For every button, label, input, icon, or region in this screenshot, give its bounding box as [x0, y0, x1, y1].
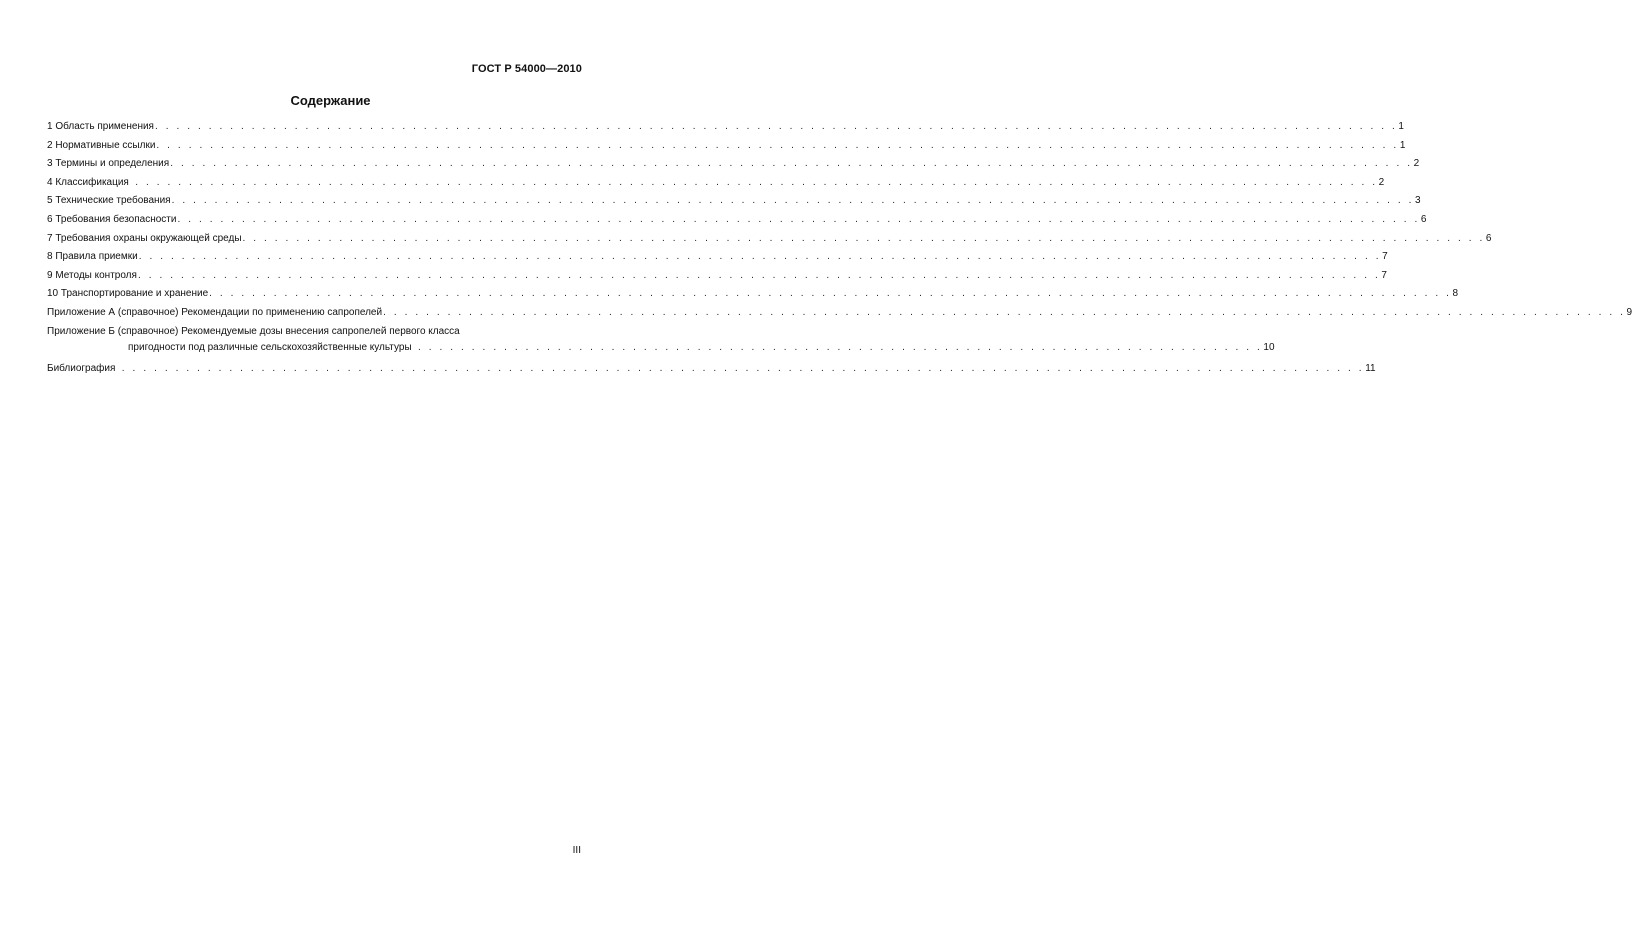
- toc-entry-page: 6: [1485, 232, 1492, 244]
- toc-entry-label: 2 Нормативные ссылки: [47, 139, 156, 151]
- toc-entry-safety[interactable]: [47, 213, 1427, 233]
- toc-entry-page: 11: [1365, 362, 1376, 374]
- toc-leader-dots: . . . . . . . . . . . . . . . . . . . . . . . . . . . . . . . . . . . . . . . . . . . . . . . . . . . . . . . . . . . . . . . . . . . . . . . . . . . . . . . . . . . . . . . . . . . . . . . . . . . . . . . . . . . . . . . . . . . .: [383, 306, 1626, 318]
- toc-entry-test-methods[interactable]: [47, 269, 1387, 289]
- toc-entry-page: 6: [1420, 213, 1427, 225]
- toc-title: Содержание: [290, 93, 371, 108]
- toc-entry-normative-references[interactable]: [47, 139, 1406, 159]
- toc-entry-label: Приложение Б (справочное) Рекомендуемые дозы внесения сапропелей первого класса: [47, 325, 460, 337]
- toc-entry-page: 2: [1378, 176, 1385, 188]
- toc-leader-dots: . . . . . . . . . . . . . . . . . . . . . . . . . . . . . . . . . . . . . . . . . . . . . . . . . . . . . . . . . . . . . . . . . . . . . . . . . . . . . . . . . . . . . . . . . . . . . . . . . . . . . . . . . . . . . . . . . . . .: [156, 139, 1399, 151]
- toc-entry-technical-requirements[interactable]: [47, 195, 1421, 214]
- toc-leader-dots: . . . . . . . . . . . . . . . . . . . . . . . . . . . . . . . . . . . . . . . . . . . . . . . . . . . . . . . . . . . . . . . . . . . . . . . . . . . . . . . . . . . . . . . . . . . . . . . . . . . . . . . . . . . . . . . . . . . .: [171, 195, 1414, 207]
- table-of-contents: [47, 121, 1632, 381]
- toc-entry-bibliography[interactable]: [47, 362, 1376, 382]
- toc-leader-dots: . . . . . . . . . . . . . . . . . . . . . . . . . . . . . . . . . . . . . . . . . . . . . . . . . . . . . . . . . . . . . . . . . . . . . . . . . . . . . . . . . . . . . . . . . . . . . . . . . . . . . . . . . . . . . . . . . . . .: [209, 288, 1452, 300]
- toc-entry-appendix-b-continued[interactable]: [47, 341, 1275, 363]
- toc-entry-page: 2: [1413, 158, 1420, 170]
- toc-leader-dots: . . . . . . . . . . . . . . . . . . . . . . . . . . . . . . . . . . . . . . . . . . . . . . . . . . . . . . . . . . . . . . . . . . . . . . . . . . . . . . . . . . . . . . . . . . . . . . . . . . . . . . . . . . . . . . . . . . . .: [138, 251, 1382, 263]
- toc-entry-page: 9: [1626, 306, 1632, 318]
- toc-leader-dots: . . . . . . . . . . . . . . . . . . . . . . . . . . . . . . . . . . . . . . . . . . . . . . . . . . . . . . . . . . . . . . . . . . . . . . . . . . . . . . . . . . . . . . . . . . . . . . . . . . . . . . . . . . . . . . . . . . . .: [170, 158, 1413, 170]
- toc-entry-page: 7: [1381, 269, 1387, 281]
- toc-entry-page: 7: [1382, 251, 1388, 263]
- toc-leader-dots: . . . . . . . . . . . . . . . . . . . . . . . . . . . . . . . . . . . . . . . . . . . . . . . . . . . . . . . . . . . . . . . . . . . . . . . . . . . . . . . . . . . . . . . . . . . . . . . . . . . . . . . . . . . . . . . . . . . .: [137, 269, 1381, 281]
- toc-entry-page: 10: [1263, 341, 1275, 353]
- toc-entry-label-continued: пригодности под различные сельскохозяйственные культуры: [128, 341, 412, 353]
- toc-entry-terms[interactable]: [47, 158, 1420, 177]
- toc-entry-classification[interactable]: [47, 176, 1385, 196]
- toc-entry-transport-storage[interactable]: [47, 288, 1459, 307]
- toc-leader-dots: . . . . . . . . . . . . . . . . . . . . . . . . . . . . . . . . . . . . . . . . . . . . . . . . . . . . . . . . . . . . . . . . . . . . . . . . . . . . . . . . . . . . . . . . . . . . . . . . . . . . . . . . . . . . . . . . . . . .: [242, 232, 1485, 244]
- toc-entry-label: Приложение А (справочное) Рекомендации по применению сапропелей: [47, 306, 383, 318]
- toc-leader-dots: . . . . . . . . . . . . . . . . . . . . . . . . . . . . . . . . . . . . . . . . . . . . . . . . . . . . . . . . . . . . . . . . . . . . . . . . . . . . . . . . . . . . . . . . . . . . . . . . . . . . . . . . . . . . . . . . . . . .: [154, 121, 1398, 132]
- toc-entry-environment[interactable]: [47, 232, 1492, 252]
- toc-leader-dots: . . . . . . . . . . . . . . . . . . . . . . . . . . . . . . . . . . . . . . . . . . . . . . . . . . . . . . . . . . . . . . . . . . . . . . . . . . . . . . . . . . . . . . . . . . . . . . . . . . . . . . . . . . . . . . . . . . . .: [177, 213, 1420, 225]
- toc-entry-page: 8: [1452, 288, 1459, 300]
- toc-entry-label: 1 Область применения: [47, 121, 154, 132]
- toc-entry-label: 5 Технические требования: [47, 195, 171, 207]
- toc-entry-label: 3 Термины и определения: [47, 158, 170, 170]
- toc-entry-label: 9 Методы контроля: [47, 269, 137, 281]
- toc-leader-dots: . . . . . . . . . . . . . . . . . . . . . . . . . . . . . . . . . . . . . . . . . . . . . . . . . . . . . . . . . . . . . . . . . . . . . . . . . . . . . . . . . . . . . . . . . . . . . . . . . . . . . . . . . . . . . . . . . . . .: [129, 176, 1378, 188]
- toc-leader-dots: . . . . . . . . . . . . . . . . . . . . . . . . . . . . . . . . . . . . . . . . . . . . . . . . . . . . . . . . . . . . . . . . . . . . . . . . . . . . . . .: [412, 341, 1263, 353]
- toc-entry-label: 10 Транспортирование и хранение: [47, 288, 209, 300]
- toc-entry-label: 7 Требования охраны окружающей среды: [47, 232, 242, 244]
- toc-entry-label: 6 Требования безопасности: [47, 213, 177, 225]
- toc-entry-acceptance[interactable]: [47, 251, 1388, 270]
- toc-entry-label: 4 Классификация: [47, 176, 129, 188]
- toc-entry-page: 1: [1399, 139, 1406, 151]
- toc-entry-page: 1: [1398, 121, 1404, 132]
- toc-entry-label: 8 Правила приемки: [47, 251, 138, 263]
- page-number: III: [572, 845, 581, 856]
- toc-entry-appendix-b[interactable]: [47, 326, 582, 342]
- toc-entry-page: 3: [1414, 195, 1421, 207]
- toc-entry-scope[interactable]: [47, 121, 1404, 140]
- toc-entry-label: Библиография: [47, 362, 116, 374]
- toc-leader-dots: . . . . . . . . . . . . . . . . . . . . . . . . . . . . . . . . . . . . . . . . . . . . . . . . . . . . . . . . . . . . . . . . . . . . . . . . . . . . . . . . . . . . . . . . . . . . . . . . . . . . . . . . . . . . . . . . . . . .: [116, 362, 1365, 374]
- toc-entry-appendix-a[interactable]: [47, 306, 1632, 326]
- document-code: ГОСТ Р 54000—2010: [471, 63, 582, 75]
